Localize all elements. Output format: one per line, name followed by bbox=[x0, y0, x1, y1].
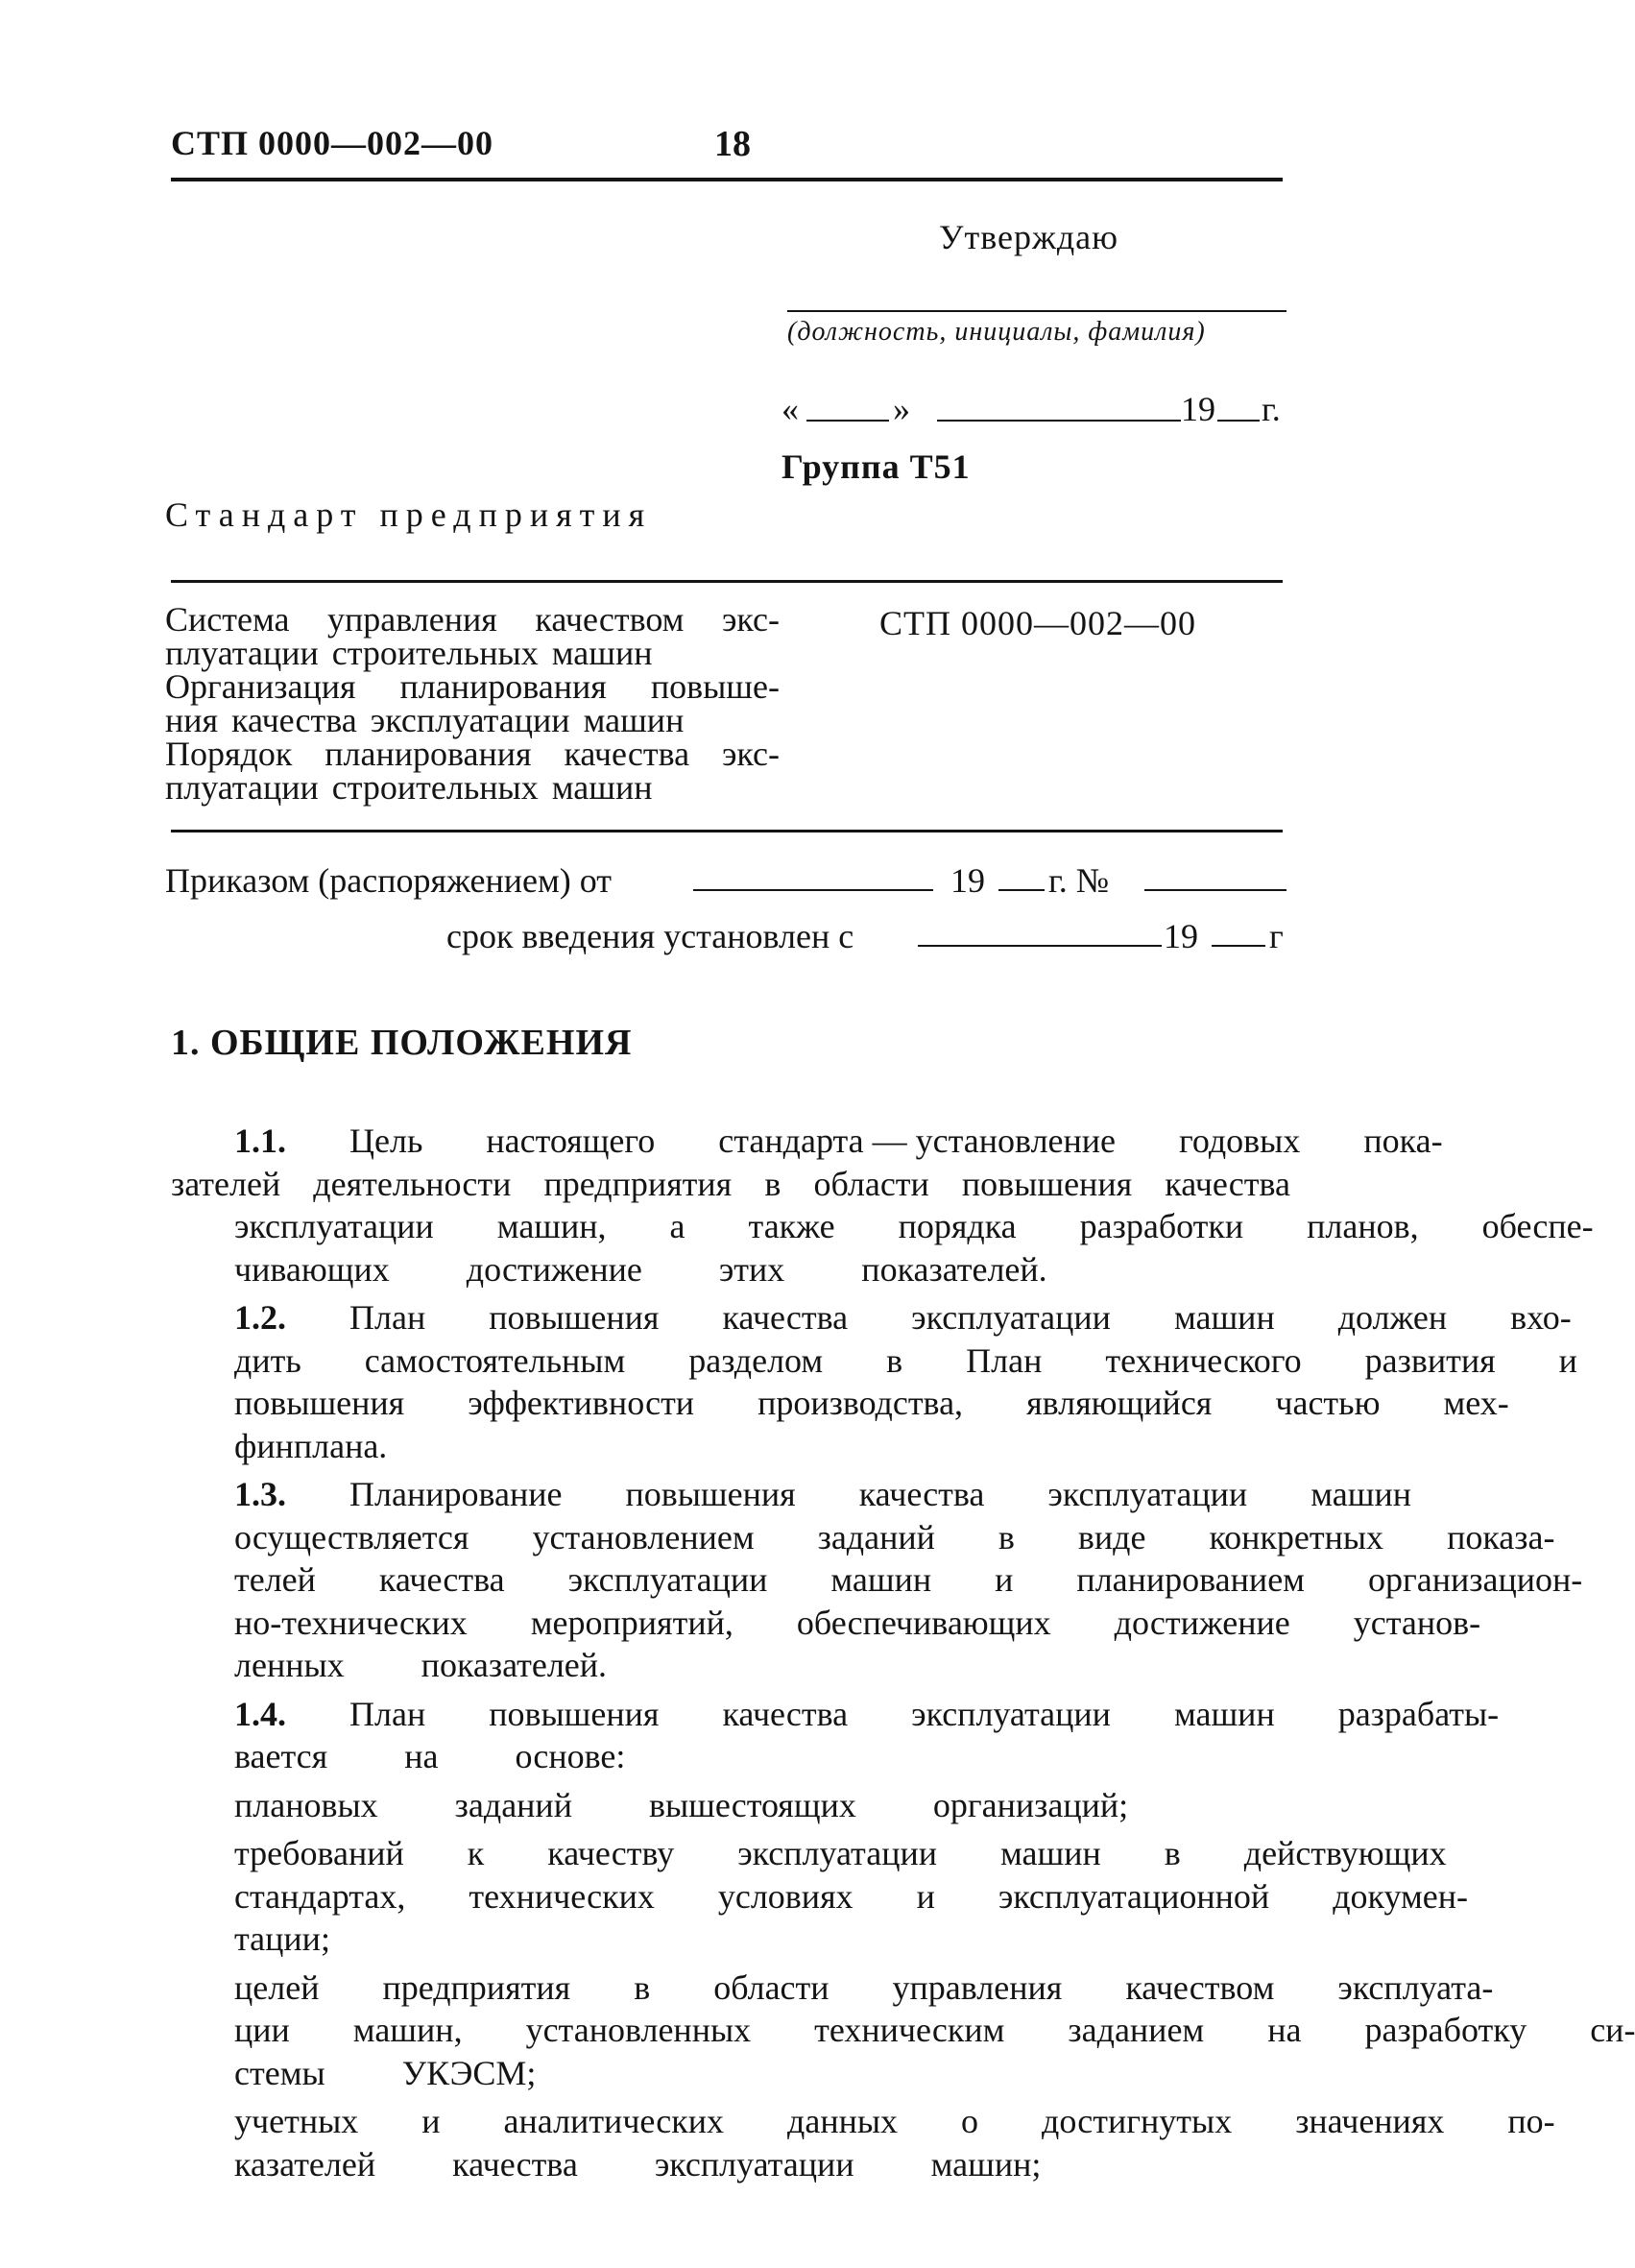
word: эксплуата- bbox=[1337, 1967, 1494, 2007]
title-line bbox=[165, 600, 780, 639]
word: машин, bbox=[352, 2011, 463, 2049]
list-item-goals bbox=[171, 1966, 1635, 2095]
word: эксплуатационной bbox=[998, 1876, 1270, 1916]
approval-caption: (должность, инициалы, фамилия) bbox=[787, 317, 1206, 347]
word: осуществляется bbox=[234, 1517, 469, 1556]
word: повышения bbox=[489, 1298, 660, 1337]
word: развития bbox=[1364, 1340, 1496, 1380]
approval-word: Утверждаю bbox=[939, 218, 1119, 256]
word: установлением bbox=[532, 1517, 755, 1556]
word: машин bbox=[1173, 1694, 1275, 1733]
word: в bbox=[634, 1967, 651, 2007]
text-line bbox=[171, 1735, 1290, 1778]
word: машин bbox=[830, 1560, 932, 1599]
word: План bbox=[349, 1694, 426, 1733]
word: учетных bbox=[234, 2102, 359, 2140]
text-line bbox=[171, 1473, 1411, 1516]
order-year-blank bbox=[998, 889, 1045, 891]
order-year: 19 bbox=[950, 861, 985, 900]
order-date-blank bbox=[693, 889, 933, 891]
word: Планирование bbox=[349, 1475, 563, 1513]
word: и bbox=[1558, 1340, 1577, 1380]
word: качеством bbox=[1125, 1967, 1275, 2007]
title-word: управления bbox=[327, 600, 497, 639]
title-line bbox=[165, 634, 780, 672]
text-line bbox=[171, 1516, 1555, 1559]
word: техническим bbox=[814, 2011, 1005, 2049]
title-word: экс- bbox=[721, 735, 780, 773]
text-line bbox=[171, 1875, 1469, 1918]
word: условиях bbox=[717, 1876, 854, 1916]
word: частью bbox=[1275, 1384, 1381, 1422]
word: повышения bbox=[625, 1475, 796, 1513]
word: мероприятий, bbox=[530, 1603, 733, 1642]
word: виде bbox=[1077, 1517, 1146, 1556]
text-line bbox=[171, 1163, 1290, 1206]
word: вхо- bbox=[1510, 1298, 1572, 1337]
word: стандартах, bbox=[234, 1876, 406, 1916]
text-line bbox=[171, 2052, 1290, 2095]
word: значениях bbox=[1295, 2102, 1445, 2140]
section-title: 1. ОБЩИЕ ПОЛОЖЕНИЯ bbox=[171, 1023, 633, 1063]
word: целей bbox=[234, 1967, 320, 2007]
order-number-blank bbox=[1144, 889, 1286, 891]
word: области bbox=[713, 1967, 830, 2007]
word: Цель bbox=[349, 1122, 423, 1160]
word: организацион- bbox=[1367, 1560, 1583, 1599]
text-line bbox=[171, 1918, 1290, 1961]
word: эксплуатации bbox=[567, 1560, 768, 1599]
word: качеству bbox=[547, 1834, 675, 1872]
word: технического bbox=[1105, 1340, 1302, 1380]
word: и bbox=[421, 2102, 441, 2140]
word: обеспе- bbox=[1481, 1207, 1594, 1245]
date-day-blank bbox=[806, 420, 889, 422]
word: машин; bbox=[930, 2144, 1042, 2184]
title-word: качества bbox=[564, 735, 690, 773]
word: разработки bbox=[1079, 1207, 1244, 1245]
word: стандарта — установление bbox=[718, 1122, 1117, 1160]
word: данных bbox=[787, 2102, 899, 2140]
word: качества bbox=[452, 2144, 578, 2184]
clause-number: 1.4. bbox=[234, 1694, 286, 1733]
word: качества bbox=[378, 1560, 505, 1599]
word: предприятия bbox=[382, 1967, 571, 2007]
word: являющийся bbox=[1026, 1384, 1213, 1422]
word: стемы bbox=[234, 2053, 325, 2092]
word: организаций; bbox=[932, 1785, 1129, 1824]
word: к bbox=[467, 1834, 485, 1872]
clause-number: 1.1. bbox=[234, 1122, 286, 1160]
word: заданий bbox=[454, 1785, 572, 1824]
word: вышестоящих bbox=[648, 1785, 856, 1824]
word: ленных bbox=[234, 1646, 345, 1684]
title-bottom-rule bbox=[171, 830, 1283, 832]
text-line bbox=[171, 1382, 1509, 1425]
word: качества bbox=[722, 1298, 849, 1337]
word: качества bbox=[1165, 1164, 1290, 1203]
title-top-rule bbox=[171, 580, 1283, 583]
word: качества bbox=[858, 1475, 985, 1513]
text-line bbox=[171, 1248, 1290, 1291]
word: установленных bbox=[525, 2011, 752, 2049]
order-label: Приказом (распоряжением) от bbox=[165, 861, 612, 900]
word: повышения bbox=[961, 1164, 1133, 1203]
text-line bbox=[171, 1425, 1290, 1468]
word: показателей. bbox=[861, 1249, 1047, 1289]
title-word: машин bbox=[551, 634, 653, 672]
paragraph-1-1 bbox=[171, 1120, 1594, 1291]
title-word: машин bbox=[551, 768, 653, 807]
word: машин bbox=[1310, 1475, 1411, 1513]
title-word: качеством bbox=[535, 600, 685, 639]
intro-date-blank bbox=[918, 945, 1162, 947]
title-word: планирования bbox=[399, 667, 607, 706]
word: машин, bbox=[496, 1207, 607, 1245]
title-word: строительных bbox=[331, 634, 539, 672]
word: также bbox=[748, 1207, 835, 1245]
text-line bbox=[171, 1296, 1572, 1339]
word: финплана. bbox=[234, 1426, 388, 1465]
word: и bbox=[916, 1876, 935, 1916]
page-number: 18 bbox=[714, 124, 751, 164]
word: должен bbox=[1337, 1298, 1448, 1337]
word: показа- bbox=[1447, 1517, 1555, 1556]
clause-number: 1.2. bbox=[234, 1298, 286, 1337]
standard-type: Стандарт предприятия bbox=[165, 495, 653, 534]
approval-signature-line bbox=[787, 310, 1286, 312]
word: в bbox=[1164, 1834, 1181, 1872]
word: эксплуатации bbox=[911, 1298, 1111, 1337]
word: вается bbox=[234, 1737, 328, 1775]
word: установ- bbox=[1353, 1603, 1481, 1642]
word: предприятия bbox=[543, 1164, 733, 1203]
text-line bbox=[171, 1205, 1594, 1248]
text-line bbox=[171, 2009, 1635, 2052]
word: производства, bbox=[757, 1384, 964, 1422]
word: тации; bbox=[234, 1919, 330, 1958]
text-line bbox=[171, 2143, 1290, 2186]
word: управления bbox=[892, 1967, 1063, 2007]
word: УКЭСМ; bbox=[401, 2053, 537, 2092]
title-word: планирования bbox=[325, 735, 532, 773]
title-word: Система bbox=[165, 600, 290, 639]
text-line bbox=[171, 1784, 1290, 1827]
word: повышения bbox=[234, 1384, 405, 1422]
title-word: эксплуатации bbox=[370, 701, 570, 739]
title-doc-code: СТП 0000—002—00 bbox=[879, 604, 1196, 642]
word: области bbox=[813, 1164, 929, 1203]
intro-label: срок введения установлен с bbox=[446, 917, 854, 955]
title-line bbox=[165, 701, 780, 739]
word: на bbox=[1267, 2011, 1302, 2049]
word: разделом bbox=[688, 1340, 824, 1380]
title-block bbox=[165, 600, 780, 807]
word: разработку bbox=[1364, 2011, 1527, 2049]
word: казателей bbox=[234, 2144, 376, 2184]
word: по- bbox=[1507, 2102, 1555, 2140]
clause-number: 1.3. bbox=[234, 1475, 286, 1513]
word: мех- bbox=[1443, 1384, 1509, 1422]
word: повышения bbox=[489, 1694, 660, 1733]
title-word: машин bbox=[583, 701, 685, 739]
body-text bbox=[171, 1120, 1635, 2191]
group-label: Группа Т51 bbox=[781, 447, 971, 486]
word: технических bbox=[469, 1876, 655, 1916]
word: дить bbox=[234, 1340, 301, 1380]
text-line bbox=[171, 2100, 1555, 2143]
word: эффективности bbox=[468, 1384, 695, 1422]
word: План bbox=[349, 1298, 426, 1337]
word: а bbox=[669, 1207, 685, 1245]
word: основе: bbox=[515, 1737, 626, 1775]
order-year-suffix: г. № bbox=[1048, 861, 1110, 900]
word: пока- bbox=[1363, 1122, 1443, 1160]
word: эксплуатации bbox=[911, 1694, 1111, 1733]
title-word: плуатации bbox=[165, 768, 319, 807]
word: зателей bbox=[171, 1164, 281, 1203]
date-year: 19 bbox=[1181, 390, 1215, 428]
intro-year-suffix: г bbox=[1269, 917, 1284, 955]
word: деятельности bbox=[313, 1164, 512, 1203]
word: самостоятельным bbox=[364, 1340, 626, 1380]
title-word: качества bbox=[231, 701, 357, 739]
word: докумен- bbox=[1333, 1876, 1469, 1916]
word: в bbox=[886, 1340, 903, 1380]
word: машин bbox=[1000, 1834, 1101, 1872]
paragraph-1-4 bbox=[171, 1693, 1500, 1778]
date-year-blank bbox=[1217, 420, 1260, 422]
text-line bbox=[171, 1558, 1583, 1602]
title-word: Порядок bbox=[165, 735, 293, 773]
title-word: Организация bbox=[165, 667, 356, 706]
word: качества bbox=[722, 1694, 849, 1733]
word: аналитических bbox=[503, 2102, 725, 2140]
text-line bbox=[171, 1602, 1481, 1645]
word: машин bbox=[1173, 1298, 1275, 1337]
title-word: ния bbox=[165, 701, 219, 739]
paragraph-1-2 bbox=[171, 1296, 1577, 1467]
word: в bbox=[998, 1517, 1015, 1556]
text-line bbox=[171, 1120, 1443, 1163]
paragraph-1-3 bbox=[171, 1473, 1583, 1687]
date-year-suffix: г. bbox=[1262, 390, 1281, 428]
word: планированием bbox=[1076, 1560, 1305, 1599]
word: конкретных bbox=[1209, 1517, 1384, 1556]
word: достигнутых bbox=[1042, 2102, 1233, 2140]
word: эксплуатации bbox=[654, 2144, 854, 2184]
list-item-plans bbox=[171, 1784, 1290, 1827]
word: эксплуатации bbox=[1047, 1475, 1248, 1513]
title-word: экс- bbox=[721, 600, 780, 639]
title-line bbox=[165, 667, 780, 706]
list-item-requirements bbox=[171, 1832, 1469, 1961]
word: требований bbox=[234, 1834, 404, 1872]
date-close-quote: » bbox=[893, 390, 910, 428]
word: действующих bbox=[1243, 1834, 1447, 1872]
intro-year: 19 bbox=[1164, 917, 1198, 955]
word: и bbox=[995, 1560, 1014, 1599]
text-line bbox=[171, 1832, 1447, 1875]
header-rule bbox=[171, 178, 1283, 181]
intro-year-blank bbox=[1212, 945, 1265, 947]
word: План bbox=[966, 1340, 1043, 1380]
word: ции bbox=[234, 2011, 290, 2049]
date-open-quote: « bbox=[781, 390, 799, 428]
word: годовых bbox=[1179, 1122, 1301, 1160]
word: о bbox=[961, 2102, 979, 2140]
word: показателей. bbox=[421, 1646, 608, 1684]
word: на bbox=[404, 1737, 439, 1775]
word: этих bbox=[718, 1249, 785, 1289]
word: си- bbox=[1590, 2011, 1635, 2049]
title-word: плуатации bbox=[165, 634, 319, 672]
word: достижение bbox=[1114, 1603, 1290, 1642]
word: эксплуатации bbox=[737, 1834, 937, 1872]
word: телей bbox=[234, 1560, 316, 1599]
word: чивающих bbox=[234, 1249, 390, 1289]
title-word: повыше- bbox=[650, 667, 780, 706]
word: эксплуатации bbox=[234, 1207, 434, 1245]
date-month-blank bbox=[937, 420, 1181, 422]
title-word: строительных bbox=[331, 768, 539, 807]
word: разрабаты- bbox=[1337, 1694, 1500, 1733]
text-line bbox=[171, 1966, 1494, 2010]
title-line bbox=[165, 737, 780, 771]
word: плановых bbox=[234, 1785, 378, 1824]
word: планов, bbox=[1307, 1207, 1419, 1245]
list-item-accounting-data bbox=[171, 2100, 1555, 2185]
text-line bbox=[171, 1693, 1500, 1736]
text-line bbox=[171, 1339, 1577, 1383]
word: в bbox=[764, 1164, 781, 1203]
word: настоящего bbox=[486, 1122, 656, 1160]
word: заданий bbox=[817, 1517, 935, 1556]
word: заданием bbox=[1068, 2011, 1205, 2049]
word: достижение bbox=[466, 1249, 642, 1289]
running-head-doc-code: СТП 0000—002—00 bbox=[171, 124, 494, 162]
title-line bbox=[165, 768, 780, 807]
text-line bbox=[171, 1644, 1290, 1687]
word: порядка bbox=[898, 1207, 1017, 1245]
word: обеспечивающих bbox=[796, 1603, 1051, 1642]
word: но-технических bbox=[234, 1603, 468, 1642]
